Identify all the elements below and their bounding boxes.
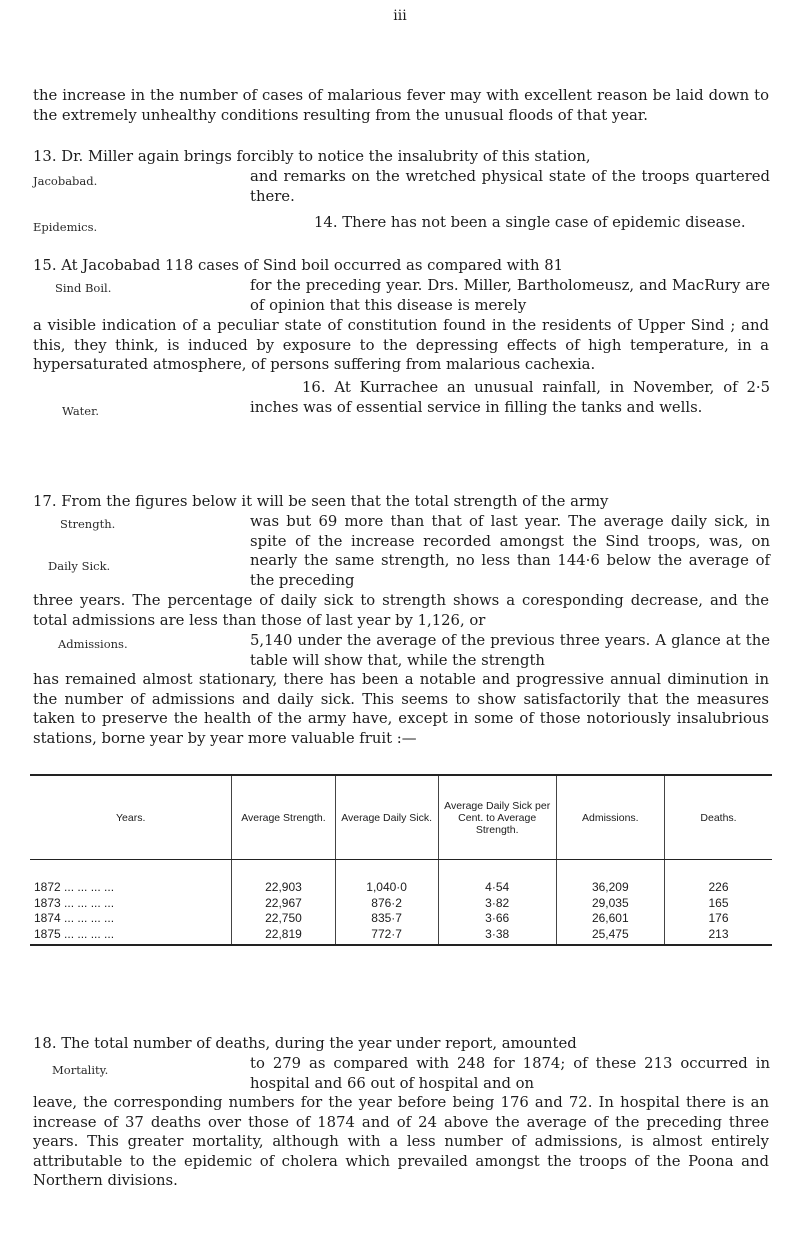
margin-daily-sick: Daily Sick. <box>48 559 111 573</box>
cell-deaths: 213 <box>664 927 772 946</box>
col-strength-header: Average Strength. <box>232 775 335 860</box>
cell-percent: 3·82 <box>438 896 556 912</box>
cell-year: 1872 ... ... ... ... <box>34 880 115 894</box>
cell-strength: 22,750 <box>232 911 335 927</box>
cell-admissions: 25,475 <box>556 927 664 946</box>
page-number: iii <box>393 8 407 24</box>
para-15-hang: for the preceding year. Drs. Miller, Bartholomeusz, and MacRury are of opinion that this disease is merely <box>250 277 770 314</box>
para-14: 14. There has not been a single case of epidemic disease. <box>314 214 746 231</box>
col-daily-sick-header: Average Daily Sick. <box>335 775 438 860</box>
cell-daily-sick: 876·2 <box>335 896 438 912</box>
para-17-mid: three years. The percentage of daily sick to strength shows a coresponding decrease, and the total admissions are less than those of last year by 1,126, or <box>33 592 769 629</box>
cell-strength: 22,967 <box>232 896 335 912</box>
para-16: 16. At Kurrachee an unusual rainfall, in November, of 2·5 inches was of essential service in filling the tanks and wells. <box>250 379 770 416</box>
para-17-rest: has remained almost stationary, there has been a notable and progressive annual diminution in the number of admissions and daily sick. This seems to show satisfactorily that the measures taken to preserve the health of the army have, except in some of those notoriously insalubrious stations, borne year by year more valuable fruit :— <box>33 671 769 747</box>
cell-percent: 3·66 <box>438 911 556 927</box>
margin-admissions: Admissions. <box>58 637 128 651</box>
table-row <box>30 927 772 946</box>
table-row <box>30 911 772 927</box>
col-years-header: Years. <box>30 775 232 860</box>
health-statistics-table <box>30 774 772 946</box>
para-13-rest: and remarks on the wretched physical state of the troops quartered there. <box>250 168 770 205</box>
col-percent-header: Average Daily Sick per Cent. to Average Strength. <box>438 775 556 860</box>
para-13-line1: 13. Dr. Miller again brings forcibly to notice the insalubrity of this station, <box>33 148 591 165</box>
cell-daily-sick: 772·7 <box>335 927 438 946</box>
cell-strength: 22,819 <box>232 927 335 946</box>
cell-admissions: 26,601 <box>556 911 664 927</box>
para-18-hang: to 279 as compared with 248 for 1874; of these 213 occurred in hospital and 66 out of hospital and on <box>250 1055 770 1092</box>
margin-mortality: Mortality. <box>52 1063 109 1077</box>
para-18-line1: 18. The total number of deaths, during the year under report, amounted <box>33 1035 577 1052</box>
margin-jacobabad: Jacobabad. <box>33 174 98 188</box>
table-row <box>30 896 772 912</box>
cell-daily-sick: 835·7 <box>335 911 438 927</box>
margin-sind-boil: Sind Boil. <box>55 281 112 295</box>
cell-strength: 22,903 <box>232 860 335 896</box>
cell-admissions: 36,209 <box>556 860 664 896</box>
cell-percent: 3·38 <box>438 927 556 946</box>
para-15-line1: 15. At Jacobabad 118 cases of Sind boil occurred as compared with 81 <box>33 257 564 274</box>
margin-epidemics: Epidemics. <box>33 220 98 234</box>
cell-percent: 4·54 <box>438 860 556 896</box>
para-17-hang2: 5,140 under the average of the previous three years. A glance at the table will show that, while the strength <box>250 632 770 669</box>
para-17-hang1: was but 69 more than that of last year. The average daily sick, in spite of the increase recorded amongst the Sind troops, was, on nearly the same strength, no less than 144·6 below the average of the preceding <box>250 513 770 589</box>
para-15-rest: a visible indication of a peculiar state of constitution found in the residents of Upper Sind ; and this, they think, is induced by exposure to the depressing effects of high temperature, in a hypersaturated atmosphere, of persons suffering from malarious cachexia. <box>33 317 769 374</box>
margin-water: Water. <box>62 404 99 418</box>
cell-admissions: 29,035 <box>556 896 664 912</box>
cell-deaths: 176 <box>664 911 772 927</box>
cell-year: 1875 ... ... ... ... <box>30 927 232 946</box>
col-admissions-header: Admissions. <box>556 775 664 860</box>
cell-deaths: 226 <box>664 860 772 896</box>
para-18-rest: leave, the corresponding numbers for the year before being 176 and 72. In hospital there is an increase of 37 deaths over those of 1874 and of 24 above the average of the preceding three years. This greater mortality, although with a less number of admissions, is almost entirely attributable to the epidemic of cholera which prevailed amongst the troops of the Poona and Northern divisions. <box>33 1094 769 1190</box>
cell-year: 1873 ... ... ... ... <box>34 895 115 910</box>
cell-daily-sick: 1,040·0 <box>335 860 438 896</box>
para-17-line1: 17. From the figures below it will be seen that the total strength of the army <box>33 493 609 510</box>
col-deaths-header: Deaths. <box>664 775 772 860</box>
table-row <box>30 860 772 896</box>
intro-paragraph: the increase in the number of cases of malarious fever may with excellent reason be laid down to the extremely unhealthy conditions resulting from the unusual floods of that year. <box>33 87 769 124</box>
cell-deaths: 165 <box>664 896 772 912</box>
cell-year: 1874 ... ... ... ... <box>34 911 115 925</box>
table-header-row <box>30 775 772 860</box>
margin-strength: Strength. <box>60 517 116 531</box>
